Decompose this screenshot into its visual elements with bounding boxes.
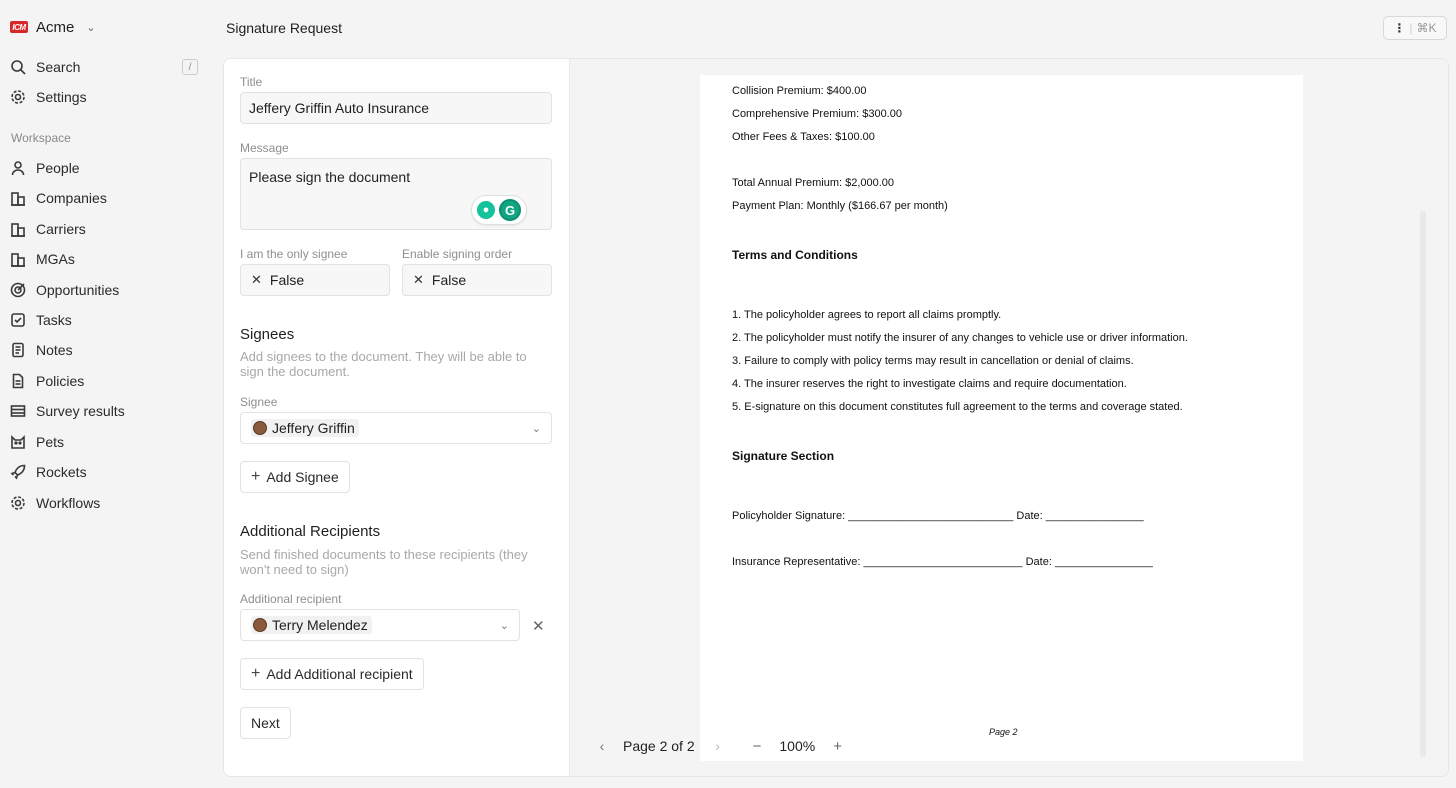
command-shortcut: ⌘K <box>1416 21 1437 35</box>
avatar <box>253 421 267 435</box>
workspace-switcher[interactable] <box>10 16 96 38</box>
signature-heading: Signature Section <box>732 449 835 463</box>
recipients-description: Send finished documents to these recipients (they won't need to sign) <box>240 547 528 577</box>
checkbox-icon <box>10 312 26 328</box>
recipient-chip <box>251 616 372 634</box>
page-footer: Page 2 <box>989 727 1018 737</box>
close-icon: ✕ <box>251 272 262 287</box>
terms-item: 3. Failure to comply with policy terms may result in cancellation or denial of claims. <box>732 355 1134 367</box>
signing-order-toggle[interactable] <box>402 264 552 296</box>
sidebar-item-notes[interactable] <box>10 337 210 363</box>
page-title: Signature Request <box>226 20 342 36</box>
lightbulb-icon: ● <box>477 201 495 219</box>
representative-signature-line: Insurance Representative: __________________________ Date: ________________ <box>732 556 1153 568</box>
add-signee-label: Add Signee <box>266 469 339 485</box>
sidebar-item-people[interactable] <box>10 155 210 181</box>
settings-label: Settings <box>36 89 87 105</box>
message-text: Please sign the document <box>249 169 411 185</box>
table-icon <box>10 403 26 419</box>
document-line: Collision Premium: $400.00 <box>732 85 867 97</box>
building-icon <box>10 221 26 237</box>
page-indicator: Page 2 of 2 <box>623 738 695 754</box>
brand-logo: ICM <box>10 21 28 33</box>
sidebar-item-label: Pets <box>36 434 65 450</box>
gear-icon <box>10 89 26 105</box>
terms-item: 5. E-signature on this document constitutes full agreement to the terms and coverage stated. <box>732 401 1183 413</box>
chevron-down-icon: ⌄ <box>531 422 541 435</box>
terms-item: 4. The insurer reserves the right to investigate claims and require documentation. <box>732 378 1127 390</box>
workspace-section-label: Workspace <box>11 131 71 145</box>
document-line: Total Annual Premium: $2,000.00 <box>732 177 895 189</box>
terms-heading: Terms and Conditions <box>732 248 858 262</box>
zoom-level: 100% <box>779 738 816 754</box>
grammarly-logo-icon: G <box>499 199 521 221</box>
close-icon: ✕ <box>413 272 424 287</box>
sidebar-item-policies[interactable] <box>10 368 210 394</box>
sidebar-item-tasks[interactable] <box>10 307 210 333</box>
sidebar-item-label: Carriers <box>36 221 86 237</box>
zoom-out-icon[interactable]: − <box>752 737 762 755</box>
signees-title: Signees <box>240 326 295 343</box>
sidebar-item-carriers[interactable] <box>10 216 210 242</box>
signee-chip <box>251 419 359 437</box>
workspace-name: Acme <box>36 18 75 36</box>
signing-order-value: False <box>431 272 467 288</box>
cat-icon <box>10 434 26 450</box>
sidebar-item-label: Policies <box>36 373 85 389</box>
signees-description: Add signees to the document. They will be able to sign the document. <box>240 349 527 379</box>
message-label: Message <box>240 141 289 155</box>
plus-icon: + <box>251 468 261 485</box>
document-viewer <box>569 59 1449 777</box>
sidebar-item-label: People <box>36 160 80 176</box>
recipient-select[interactable] <box>240 609 520 641</box>
document-icon <box>10 373 26 389</box>
message-textarea[interactable] <box>240 158 552 230</box>
document-line: Payment Plan: Monthly ($166.67 per month) <box>732 200 948 212</box>
sidebar-item-workflows[interactable] <box>10 490 210 516</box>
sidebar-item-mgas[interactable] <box>10 246 210 272</box>
sidebar-item-label: Notes <box>36 342 73 358</box>
note-icon <box>10 342 26 358</box>
sidebar-item-survey-results[interactable] <box>10 398 210 424</box>
chevron-right-icon[interactable]: › <box>715 738 720 754</box>
sidebar-item-label: Survey results <box>36 403 125 419</box>
policyholder-signature-line: Policyholder Signature: ___________________________ Date: ________________ <box>732 510 1144 522</box>
target-icon <box>10 282 26 298</box>
title-input[interactable]: Jeffery Griffin Auto Insurance <box>240 92 552 124</box>
sidebar-item-label: Companies <box>36 190 107 206</box>
more-icon: ⋮ <box>1393 21 1406 35</box>
zoom-in-icon[interactable]: + <box>833 737 842 755</box>
add-signee-button[interactable] <box>240 461 350 493</box>
sidebar-item-label: Workflows <box>36 495 101 511</box>
chevron-down-icon: ⌄ <box>499 619 509 632</box>
sidebar-item-rockets[interactable] <box>10 459 210 485</box>
signee-name: Jeffery Griffin <box>272 420 355 436</box>
title-label: Title <box>240 75 263 89</box>
recipients-title: Additional Recipients <box>240 523 381 540</box>
sidebar-item-pets[interactable] <box>10 429 210 455</box>
gear-icon <box>10 495 26 511</box>
building-icon <box>10 251 26 267</box>
next-button[interactable]: Next <box>240 707 291 739</box>
person-icon <box>10 160 26 176</box>
signature-form <box>224 59 569 777</box>
sidebar-item-label: Opportunities <box>36 282 120 298</box>
add-recipient-button[interactable] <box>240 658 424 690</box>
only-signee-label: I am the only signee <box>240 247 348 261</box>
terms-item: 1. The policyholder agrees to report all claims promptly. <box>732 309 1002 321</box>
signature-request-panel <box>223 58 1449 777</box>
search-shortcut: / <box>182 59 198 75</box>
signing-order-label: Enable signing order <box>402 247 513 261</box>
signee-label: Signee <box>240 395 278 409</box>
document-page <box>700 75 1303 761</box>
plus-icon: + <box>251 665 261 682</box>
viewer-scrollbar[interactable] <box>1420 211 1426 757</box>
only-signee-value: False <box>269 272 305 288</box>
search-icon <box>10 59 26 75</box>
command-menu-button[interactable] <box>1383 16 1447 40</box>
rocket-icon <box>10 464 26 480</box>
building-icon <box>10 190 26 206</box>
document-line: Other Fees & Taxes: $100.00 <box>732 131 875 143</box>
sidebar-item-label: Rockets <box>36 464 87 480</box>
terms-item: 2. The policyholder must notify the insurer of any changes to vehicle use or driver information. <box>732 332 1188 344</box>
sidebar-item-companies[interactable] <box>10 185 210 211</box>
add-recipient-label: Add Additional recipient <box>266 666 413 682</box>
sidebar-item-label: MGAs <box>36 251 75 267</box>
document-line: Comprehensive Premium: $300.00 <box>732 108 902 120</box>
grammarly-widget[interactable] <box>471 195 527 225</box>
sidebar <box>0 0 222 788</box>
search-label: Search <box>36 59 81 75</box>
separator-icon: | <box>1409 21 1413 35</box>
search-nav[interactable] <box>10 54 210 80</box>
sidebar-item-label: Tasks <box>36 312 72 328</box>
sidebar-item-opportunities[interactable] <box>10 277 210 303</box>
only-signee-toggle[interactable] <box>240 264 390 296</box>
signee-select[interactable] <box>240 412 552 444</box>
remove-recipient-icon[interactable]: ✕ <box>532 618 545 635</box>
chevron-left-icon[interactable]: ‹ <box>599 738 605 754</box>
recipient-label: Additional recipient <box>240 592 342 606</box>
recipient-name: Terry Melendez <box>272 617 368 633</box>
page-controls <box>595 735 842 757</box>
chevron-down-icon: ⌄ <box>86 21 96 34</box>
avatar <box>253 618 267 632</box>
settings-nav[interactable] <box>10 84 210 110</box>
